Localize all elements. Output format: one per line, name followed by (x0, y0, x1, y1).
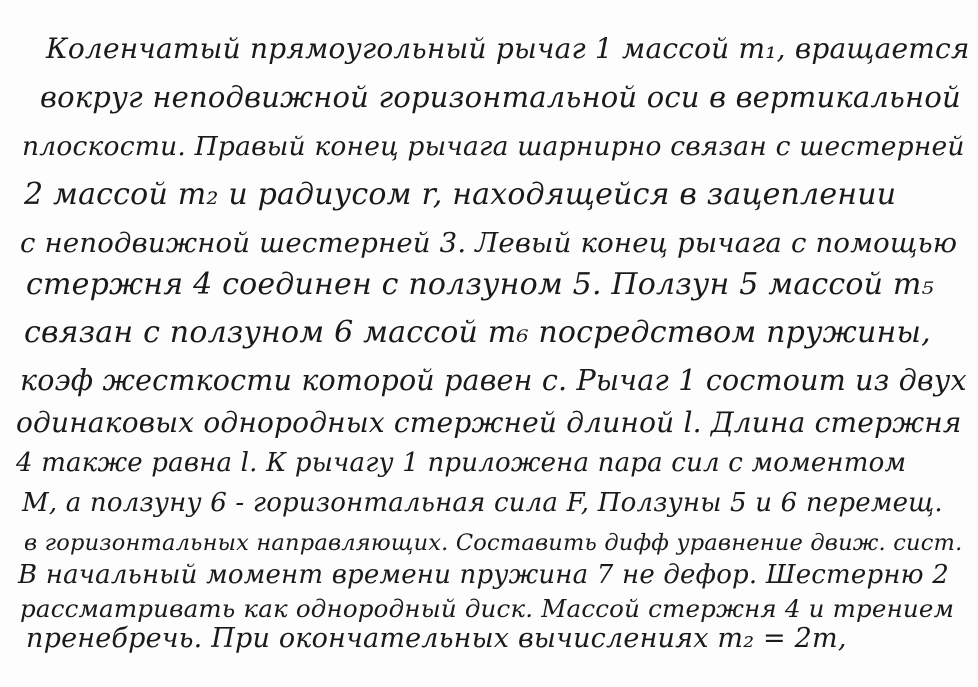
text-line-14: рассматривать как однородный диск. Массой стержня 4 и трением (20, 594, 955, 623)
text-line-10: 4 также равна l. К рычагу 1 приложена пара сил с моментом (16, 448, 907, 478)
text-line-13: В начальный момент времени пружина 7 не дефор. Шестерню 2 (18, 560, 949, 590)
text-line-9: одинаковых однородных стержней длиной l. Длина стержня (16, 406, 962, 439)
text-line-7: связан с ползуном 6 массой m₆ посредством пружины, (24, 315, 931, 350)
text-line-11: M, а ползуну 6 - горизонтальная сила F, Ползуны 5 и 6 перемещ. (22, 488, 943, 518)
text-line-3: плоскости. Правый конец рычага шарнирно связан с шестерней (22, 131, 965, 162)
text-line-8: коэф жесткости которой равен c. Рычаг 1 состоит из двух (20, 364, 967, 397)
text-line-2: вокруг неподвижной горизонтальной оси в вертикальной (40, 80, 961, 114)
text-line-5: с неподвижной шестерней 3. Левый конец рычага с помощью (20, 227, 958, 259)
text-line-1: Коленчатый прямоугольный рычаг 1 массой m₁, вращается (46, 32, 970, 65)
text-line-4: 2 массой m₂ и радиусом r, находящейся в зацеплении (24, 177, 897, 212)
text-line-6: стержня 4 соединен с ползуном 5. Ползун 5 массой m₅ (26, 267, 934, 302)
text-line-12: в горизонтальных направляющих. Составить дифф уравнение движ. сист. (24, 530, 963, 556)
text-line-15: пренебречь. При окончательных вычислениях m₂ = 2m, (26, 623, 847, 654)
